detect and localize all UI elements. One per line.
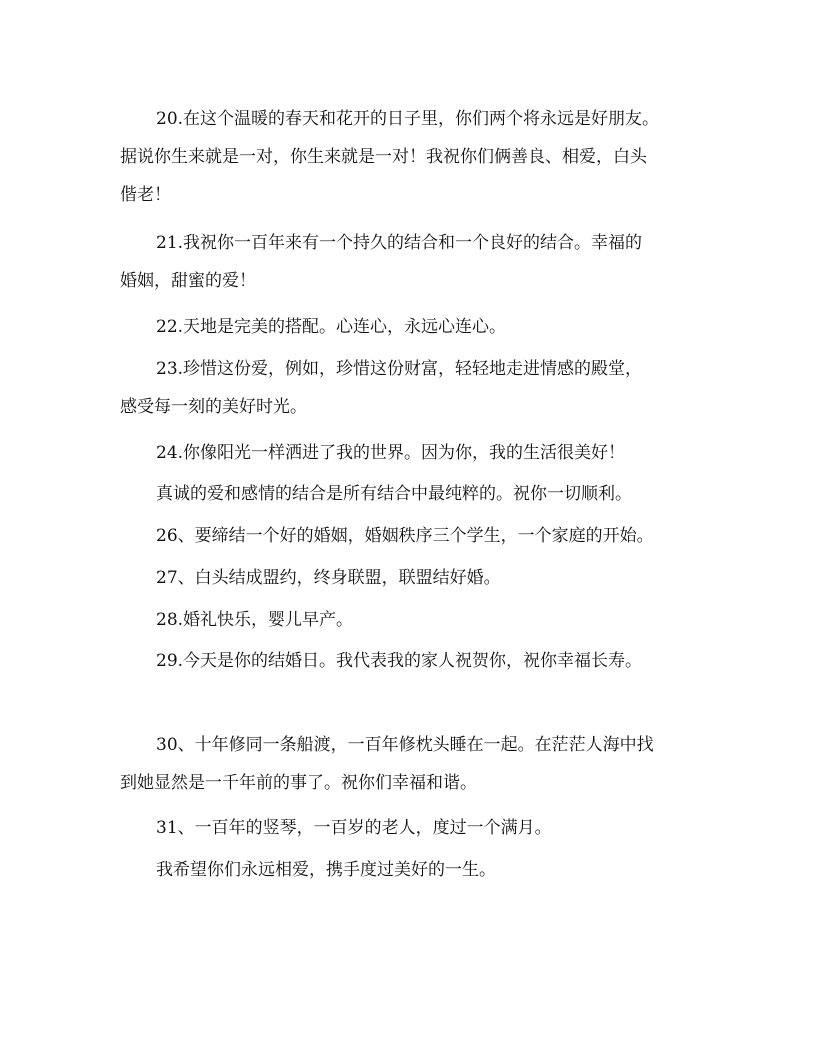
text-line: 30、十年修同一条船渡，一百年修枕头睡在一起。在茫茫人海中找 <box>156 735 654 755</box>
text-line: 31、一百年的竖琴，一百岁的老人，度过一个满月。 <box>156 818 552 838</box>
paragraph-21 <box>120 224 700 300</box>
paragraph-24 <box>120 434 700 472</box>
paragraph-28 <box>120 601 700 639</box>
text-line: 偕老！ <box>120 185 171 205</box>
text-line: 据说你生来就是一对，你生来就是一对！我祝你们俩善良、相爱，白头 <box>120 147 647 167</box>
text-line: 20.在这个温暖的春天和花开的日子里，你们两个将永远是好朋友。 <box>156 109 660 129</box>
paragraph-30 <box>120 726 700 802</box>
paragraph-23 <box>120 350 700 426</box>
paragraph-32 <box>120 851 700 889</box>
text-line: 27、白头结成盟约，终身联盟，联盟结好婚。 <box>156 568 501 588</box>
paragraph-22 <box>120 308 700 346</box>
text-line: 28.婚礼快乐，婴儿早产。 <box>156 610 354 630</box>
paragraph-29 <box>120 642 700 680</box>
paragraph-20 <box>120 100 700 214</box>
text-line: 29.今天是你的结婚日。我代表我的家人祝贺你，祝你幸福长寿。 <box>156 651 643 671</box>
text-line: 到她显然是一千年前的事了。祝你们幸福和谐。 <box>120 773 477 793</box>
text-line: 婚姻，甜蜜的爱！ <box>120 271 256 291</box>
paragraph-27 <box>120 559 700 597</box>
paragraph-26 <box>120 517 700 555</box>
text-line: 我希望你们永远相爱，携手度过美好的一生。 <box>156 860 496 880</box>
text-line: 感受每一刻的美好时光。 <box>120 397 307 417</box>
text-line: 22.天地是完美的搭配。心连心，永远心连心。 <box>156 317 507 337</box>
text-line: 26、要缔结一个好的婚姻，婚姻秩序三个学生，一个家庭的开始。 <box>156 526 654 546</box>
text-line: 21.我祝你一百年来有一个持久的结合和一个良好的结合。幸福的 <box>156 233 643 253</box>
paragraph-25 <box>120 475 700 513</box>
text-line: 23.珍惜这份爱，例如，珍惜这份财富，轻轻地走进情感的殿堂， <box>156 359 643 379</box>
text-line: 真诚的爱和感情的结合是所有结合中最纯粹的。祝你一切顺利。 <box>156 484 632 504</box>
text-line: 24.你像阳光一样洒进了我的世界。因为你，我的生活很美好！ <box>156 443 626 463</box>
paragraph-31 <box>120 809 700 847</box>
